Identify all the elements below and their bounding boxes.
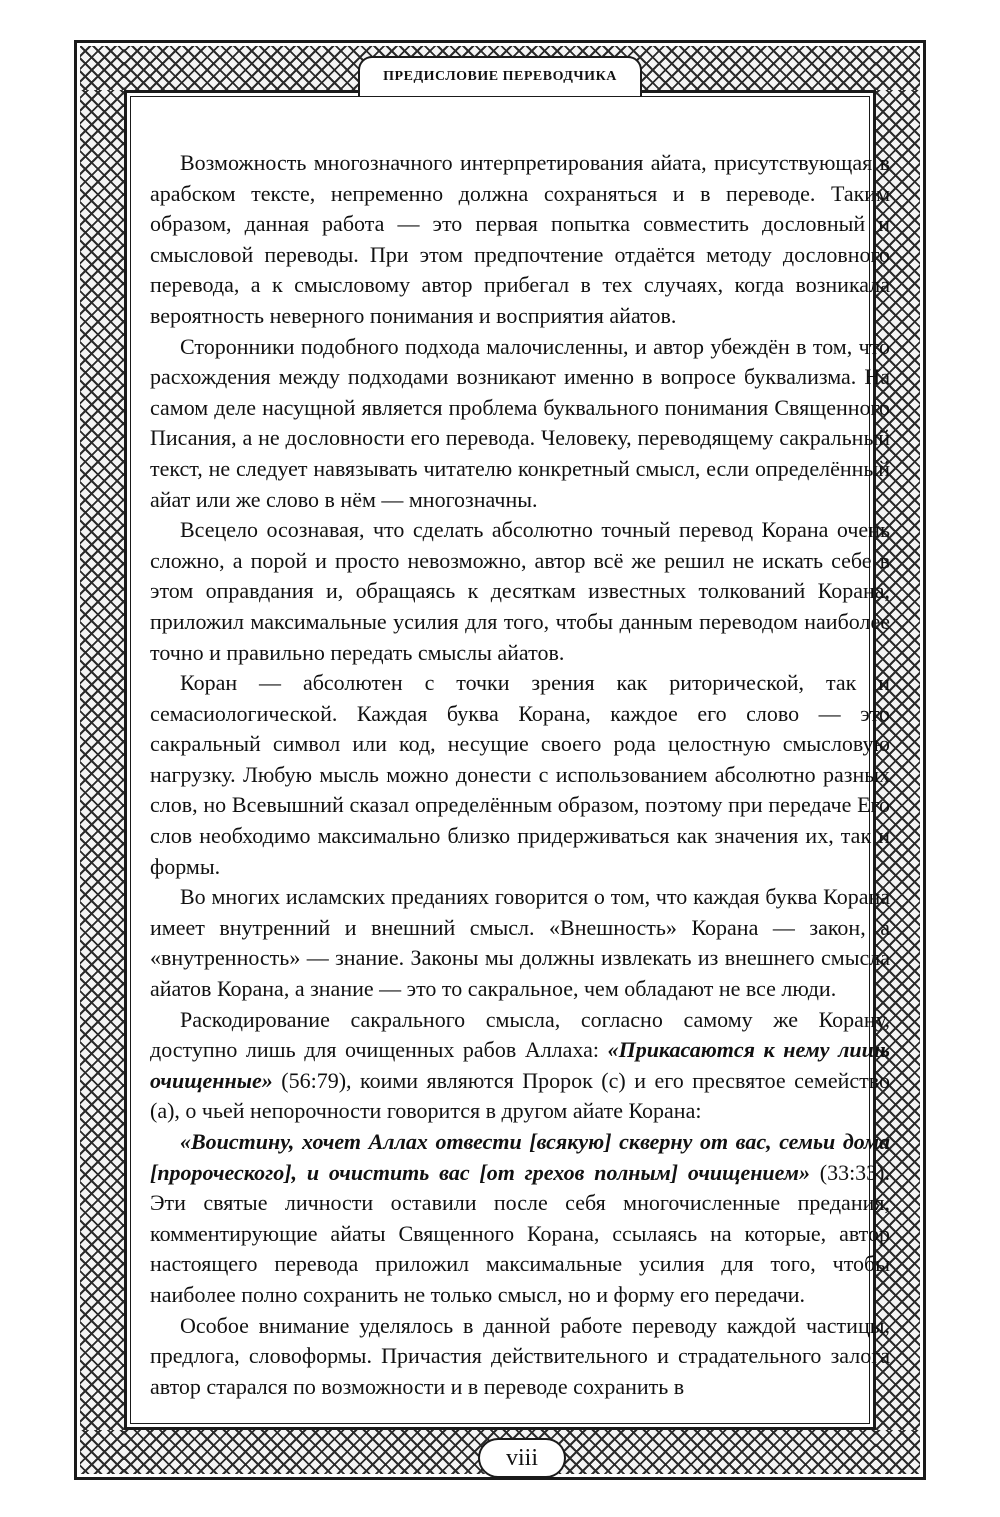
paragraph-7 (150, 1127, 890, 1311)
paragraph-1: Возможность многозначного интерпретирования айата, присутствующая в арабском тексте, непременно должна сохраняться и в переводе. Таким образом, данная работа — это первая попытка совместить дословный и смысловой переводы. При этом предпочтение отдаётся методу дословного перевода, а к смысловому автор прибегал в тех случаях, когда возникала вероятность неверного понимания и восприятия айатов. (150, 150, 890, 328)
running-header (358, 56, 642, 96)
page-number-badge (478, 1438, 566, 1478)
page-number: viii (505, 1444, 538, 1471)
paragraph-5: Во многих исламских преданиях говорится о том, что каждая буква Корана имеет внутренний и внешний смысл. «Внешность» Корана — закон, а «внутренность» — знание. Законы мы должны извлекать из внешнего смысла айатов Корана, а знание — это то сакральное, чем обладают не все люди. (150, 884, 890, 1002)
header-title: ПРЕДИСЛОВИЕ ПЕРЕВОДЧИКА (383, 69, 617, 84)
paragraph-3: Всецело осознавая, что сделать абсолютно точный перевод Корана очень сложно, а порой и просто невозможно, автор всё же решил не искать себе в этом оправдания и, обращаясь к десяткам известных толкований Корана, приложил максимальные усилия для того, чтобы данным переводом наиболее точно и правильно передать смыслы айатов. (150, 517, 890, 665)
paragraph-7-tail: (33:33). Эти святые личности оставили после себя многочисленные предания, комментирующие айаты Священного Корана, ссылаясь на которые, автор настоящего перевода приложил максимальные усилия для того, чтобы наиболее полно сохранить не только смысл, но и форму его передачи. (150, 1159, 891, 1307)
paragraph-4: Коран — абсолютен с точки зрения как риторической, так и семасиологической. Каждая буква Корана, каждое его слово — это сакральный символ или код, несущие своего рода целостную смысловую нагрузку. Любую мысль можно донести с использованием абсолютно разных слов, но Всевышний сказал определённым образом, поэтому при передаче Его слов необходимо максимально близко придерживаться как значения их, так и формы. (150, 670, 890, 879)
quran-quote-56-79: «Прикасаются к нему лишь очищенные» (150, 1037, 890, 1093)
body-text (150, 148, 890, 1402)
paragraph-8: Особое внимание уделялось в данной работе переводу каждой частицы, предлога, словоформы. Причастия действительного и страдательного залога автор старался по возможности и в переводе сохранить в (150, 1312, 890, 1399)
quran-quote-33-33: «Воистину, хочет Аллах отвести [всякую] скверну от вас, семьи дома [пророческого], и очистить вас [от грехов полным] очищением» (150, 1129, 890, 1185)
paragraph-6-tail: (56:79), коими являются Пророк (с) и его пресвятое семейство (а), о чьей непорочности говорится в другом айате Корана: (150, 1067, 890, 1124)
paragraph-2: Сторонники подобного подхода малочисленны, и автор убеждён в том, что расхождения между подходами возникают именно в вопросе буквализма. На самом деле насущной является проблема буквального понимания Священного Писания, а не дословности его перевода. Человеку, переводящему сакральный текст, не следует навязывать читателю конкретный смысл, если определённый айат или же слово в нём — многозначны. (150, 333, 890, 512)
paragraph-6-lead: Раскодирование сакрального смысла, согласно самому же Корану, доступно лишь для очищенных рабов Аллаха: (150, 1006, 890, 1063)
paragraph-6 (150, 1005, 890, 1127)
